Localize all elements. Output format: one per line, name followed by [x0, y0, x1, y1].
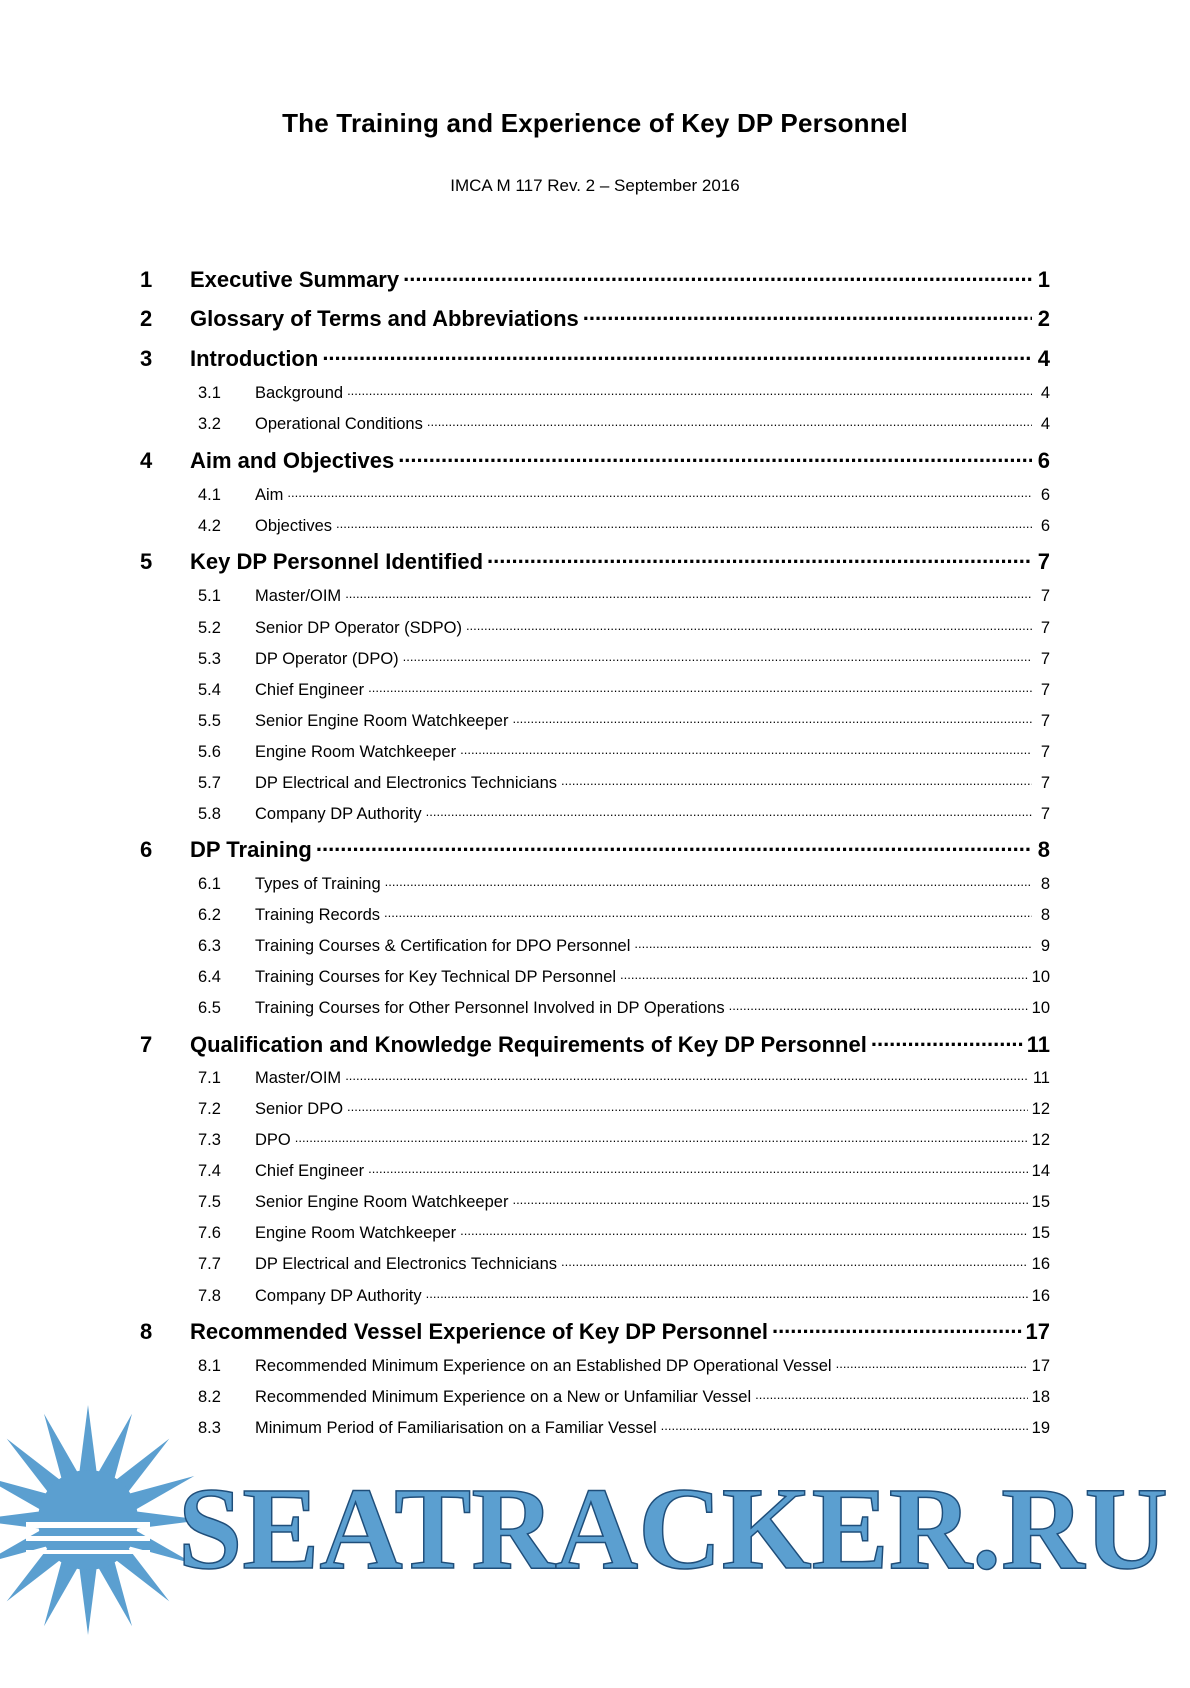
watermark-graphic	[0, 1400, 1190, 1683]
toc-leader	[426, 802, 1032, 819]
toc-leader	[512, 709, 1032, 726]
toc-number: 5.4	[198, 680, 221, 699]
toc-leader	[836, 1354, 1028, 1371]
toc-entry[interactable]	[198, 1097, 1050, 1119]
toc-label: Training Courses & Certification for DPO Personnel	[255, 936, 631, 955]
watermark-text: SEATRACKER.RU	[178, 1463, 1168, 1594]
toc-entry[interactable]	[198, 381, 1050, 403]
toc-label: Chief Engineer	[255, 680, 365, 699]
toc-label: DP Training	[190, 837, 312, 862]
toc-page: 7	[1040, 711, 1050, 730]
toc-entry[interactable]	[198, 584, 1050, 606]
document-subtitle: IMCA M 117 Rev. 2 – September 2016	[450, 176, 740, 195]
toc-leader	[398, 446, 1032, 468]
toc-label: Minimum Period of Familiarisation on a Familiar Vessel	[255, 1418, 657, 1437]
toc-number: 7.6	[198, 1223, 221, 1242]
toc-entry[interactable]	[198, 996, 1050, 1018]
toc-leader	[466, 616, 1032, 633]
toc-label: Recommended Minimum Experience on an Established DP Operational Vessel	[255, 1356, 832, 1375]
toc-page: 7	[1040, 680, 1050, 699]
toc-leader	[620, 965, 1028, 982]
toc-page: 4	[1040, 414, 1050, 433]
toc-number: 5	[140, 549, 153, 574]
toc-entry[interactable]	[198, 678, 1050, 700]
toc-entry[interactable]	[198, 1128, 1050, 1150]
toc-page: 11	[1026, 1032, 1050, 1057]
toc-number: 5.8	[198, 804, 221, 823]
toc-entry[interactable]	[140, 1030, 1050, 1058]
sun-icon	[0, 1405, 203, 1635]
toc-leader	[460, 740, 1032, 757]
toc-page: 18	[1031, 1387, 1050, 1406]
toc-page: 1	[1037, 267, 1050, 292]
toc-label: Master/OIM	[255, 586, 342, 605]
toc-label: Senior Engine Room Watchkeeper	[255, 711, 509, 730]
toc-entry[interactable]	[198, 1354, 1050, 1376]
toc-page: 8	[1040, 874, 1050, 893]
toc-entry[interactable]	[198, 514, 1050, 536]
toc-page: 10	[1031, 998, 1050, 1017]
toc-number: 7.4	[198, 1161, 221, 1180]
toc-page: 7	[1040, 773, 1050, 792]
toc-number: 5.3	[198, 649, 221, 668]
toc-entry[interactable]	[198, 709, 1050, 731]
toc-number: 7.1	[198, 1068, 221, 1087]
toc-number: 6.1	[198, 874, 221, 893]
toc-page: 7	[1040, 649, 1050, 668]
toc-label: Training Courses for Other Personnel Involved in DP Operations	[255, 998, 725, 1017]
toc-leader	[336, 514, 1032, 531]
toc-leader	[322, 344, 1032, 366]
toc-entry[interactable]	[198, 1190, 1050, 1212]
watermark	[0, 1400, 1190, 1683]
toc-leader	[385, 872, 1032, 889]
toc-label: Glossary of Terms and Abbreviations	[190, 306, 579, 331]
toc-leader	[403, 265, 1032, 287]
toc-number: 4.2	[198, 516, 221, 535]
toc-leader	[634, 934, 1032, 951]
toc-label: Recommended Vessel Experience of Key DP Personnel	[190, 1319, 768, 1344]
toc-number: 6	[140, 837, 153, 862]
toc-number: 7.5	[198, 1192, 221, 1211]
toc-leader	[487, 547, 1032, 569]
toc-page: 2	[1037, 306, 1050, 331]
toc-entry[interactable]	[140, 446, 1050, 474]
toc-label: Background	[255, 383, 344, 402]
toc-label: Aim	[255, 485, 284, 504]
toc-leader	[512, 1190, 1027, 1207]
toc-page: 9	[1040, 936, 1050, 955]
toc-page: 17	[1031, 1356, 1050, 1375]
toc-number: 3.2	[198, 414, 221, 433]
toc-label: Introduction	[190, 346, 319, 371]
toc-label: Key DP Personnel Identified	[190, 549, 484, 574]
toc-leader	[427, 412, 1032, 429]
toc-number: 3	[140, 346, 153, 371]
toc-label: Senior DPO	[255, 1099, 344, 1118]
toc-entry[interactable]	[198, 771, 1050, 793]
toc-leader	[772, 1317, 1022, 1339]
toc-label: DP Electrical and Electronics Technicians	[255, 773, 558, 792]
toc-page: 4	[1037, 346, 1050, 371]
toc-label: Company DP Authority	[255, 804, 422, 823]
toc-number: 6.2	[198, 905, 221, 924]
toc-page: 8	[1040, 905, 1050, 924]
toc-label: Recommended Minimum Experience on a New or Unfamiliar Vessel	[255, 1387, 752, 1406]
toc-number: 5.2	[198, 618, 221, 637]
toc-page: 10	[1031, 967, 1050, 986]
toc-leader	[347, 381, 1032, 398]
toc-page: 16	[1031, 1254, 1050, 1273]
toc-leader	[316, 835, 1032, 857]
toc-leader	[583, 304, 1032, 326]
toc-number: 8.2	[198, 1387, 221, 1406]
toc-leader	[287, 483, 1032, 500]
toc-label: Aim and Objectives	[190, 448, 395, 473]
toc-entry[interactable]	[198, 647, 1050, 669]
toc-entry[interactable]	[198, 903, 1050, 925]
toc-page: 7	[1040, 804, 1050, 823]
toc-number: 5.1	[198, 586, 221, 605]
toc-label: DP Operator (DPO)	[255, 649, 399, 668]
toc-leader	[561, 771, 1032, 788]
toc-label: Engine Room Watchkeeper	[255, 742, 457, 761]
toc-entry[interactable]	[198, 872, 1050, 894]
toc-leader	[561, 1252, 1028, 1269]
toc-entry[interactable]	[198, 616, 1050, 638]
toc-label: Senior Engine Room Watchkeeper	[255, 1192, 509, 1211]
toc-number: 4.1	[198, 485, 221, 504]
toc-label: Senior DP Operator (SDPO)	[255, 618, 462, 637]
toc-number: 8	[140, 1319, 153, 1344]
toc-entry[interactable]	[198, 740, 1050, 762]
toc-entry[interactable]	[198, 934, 1050, 956]
toc-leader	[384, 903, 1032, 920]
toc-number: 5.6	[198, 742, 221, 761]
toc-leader	[347, 1097, 1028, 1114]
toc-number: 7.7	[198, 1254, 221, 1273]
toc-entry[interactable]	[198, 1159, 1050, 1181]
toc-leader	[345, 584, 1032, 601]
toc-label: Objectives	[255, 516, 333, 535]
toc-page: 12	[1031, 1130, 1050, 1149]
toc-leader	[460, 1221, 1027, 1238]
toc-entry[interactable]	[140, 265, 1050, 293]
toc-page: 7	[1037, 549, 1050, 574]
document-title: The Training and Experience of Key DP Personnel	[282, 108, 908, 138]
toc-leader	[368, 678, 1032, 695]
toc-page: 7	[1040, 742, 1050, 761]
toc-number: 6.3	[198, 936, 221, 955]
toc-label: Chief Engineer	[255, 1161, 365, 1180]
toc-number: 8.1	[198, 1356, 221, 1375]
toc-label: Types of Training	[255, 874, 381, 893]
toc-entry[interactable]	[140, 835, 1050, 863]
toc-entry[interactable]	[198, 1252, 1050, 1274]
toc-page: 7	[1040, 586, 1050, 605]
toc-entry[interactable]	[140, 547, 1050, 575]
toc-number: 8.3	[198, 1418, 221, 1437]
toc-entry[interactable]	[198, 1221, 1050, 1243]
toc-number: 7.2	[198, 1099, 221, 1118]
toc-page: 4	[1040, 383, 1050, 402]
toc-entry[interactable]	[198, 1284, 1050, 1306]
toc-leader	[295, 1128, 1028, 1145]
toc-page: 12	[1031, 1099, 1050, 1118]
toc-number: 6.5	[198, 998, 221, 1017]
toc-number: 7.8	[198, 1286, 221, 1305]
toc-leader	[345, 1066, 1029, 1083]
toc-number: 5.7	[198, 773, 221, 792]
toc-entry[interactable]	[198, 802, 1050, 824]
toc-entry[interactable]	[198, 412, 1050, 434]
toc-label: DP Electrical and Electronics Technicians	[255, 1254, 558, 1273]
toc-number: 7.3	[198, 1130, 221, 1149]
toc-entry[interactable]	[198, 1066, 1050, 1088]
toc-label: Company DP Authority	[255, 1286, 422, 1305]
toc-number: 5.5	[198, 711, 221, 730]
toc-label: Executive Summary	[190, 267, 400, 292]
toc-page: 6	[1040, 485, 1050, 504]
toc-page: 19	[1031, 1418, 1050, 1437]
toc-page: 6	[1037, 448, 1050, 473]
toc-label: Engine Room Watchkeeper	[255, 1223, 457, 1242]
toc-label: Training Records	[255, 905, 381, 924]
toc-entry[interactable]	[140, 1317, 1050, 1345]
toc-page: 16	[1031, 1286, 1050, 1305]
toc-number: 2	[140, 306, 153, 331]
toc-label: Operational Conditions	[255, 414, 423, 433]
toc-entry[interactable]	[198, 965, 1050, 987]
toc-label: Qualification and Knowledge Requirements of Key DP Personnel	[190, 1032, 867, 1057]
toc-leader	[871, 1030, 1023, 1052]
toc-page: 8	[1037, 837, 1050, 862]
toc-page: 6	[1040, 516, 1050, 535]
toc-label: Master/OIM	[255, 1068, 342, 1087]
toc-page: 17	[1025, 1319, 1050, 1344]
toc-label: DPO	[255, 1130, 291, 1149]
toc-number: 1	[140, 267, 153, 292]
toc-entry[interactable]	[140, 344, 1050, 372]
toc-leader	[729, 996, 1028, 1013]
toc-page: 14	[1031, 1161, 1050, 1180]
toc-page: 7	[1040, 618, 1050, 637]
toc-entry[interactable]	[140, 304, 1050, 332]
toc-page: 11	[1032, 1068, 1050, 1087]
toc-leader	[403, 647, 1032, 664]
toc-number: 7	[140, 1032, 153, 1057]
toc-number: 3.1	[198, 383, 221, 402]
toc-entry[interactable]	[198, 483, 1050, 505]
toc-page: 15	[1031, 1192, 1050, 1211]
toc-number: 6.4	[198, 967, 221, 986]
toc-label: Training Courses for Key Technical DP Personnel	[255, 967, 617, 986]
toc-leader	[368, 1159, 1027, 1176]
toc-number: 4	[140, 448, 153, 473]
toc-page: 15	[1031, 1223, 1050, 1242]
toc-leader	[426, 1284, 1028, 1301]
